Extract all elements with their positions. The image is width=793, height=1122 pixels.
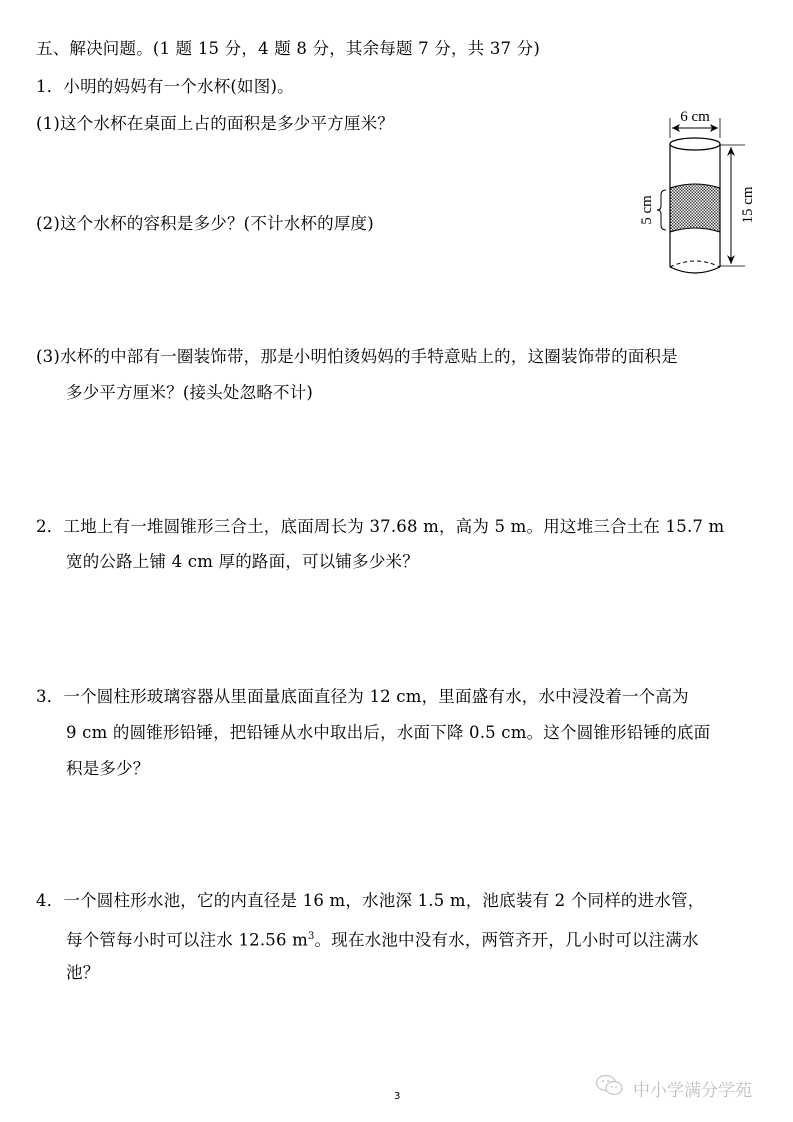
- subpart-label: (2): [36, 214, 60, 233]
- question-text: 工地上有一堆圆锥形三合土，底面周长为 37.68 m，高为 5 m。用这堆三合土在 15.7 m: [63, 517, 725, 536]
- diameter-label: 6 cm: [680, 109, 710, 125]
- band-label: 5 cm: [639, 195, 655, 225]
- question-1-part-1: [36, 113, 394, 135]
- question-4-line-1: [36, 890, 704, 912]
- question-number: 2．: [36, 517, 64, 536]
- question-3-line-2: 9 cm 的圆锥形铅锤，把铅锤从水中取出后，水面下降 0.5 cm。这个圆锥形铅锤的底面: [66, 723, 711, 742]
- question-number: 4．: [36, 891, 64, 910]
- question-1-stem: [36, 76, 294, 98]
- question-text: 每个管每小时可以注水 12.56 m: [66, 930, 308, 950]
- question-2-line-1: [36, 516, 724, 538]
- question-text: 一个圆柱形玻璃容器从里面量底面直径为 12 cm，里面盛有水，水中浸没着一个高为: [63, 687, 689, 706]
- cup-diagram: [630, 100, 770, 284]
- question-4-line-2: [66, 926, 699, 952]
- watermark: [595, 1074, 752, 1103]
- subpart-text: 这个水杯的容积是多少？(不计水杯的厚度): [59, 214, 374, 233]
- section-heading: 五、解决问题。(1 题 15 分，4 题 8 分，其余每题 7 分，共 37 分): [36, 39, 541, 58]
- subpart-text: 水杯的中部有一圈装饰带，那是小明怕烫妈妈的手特意贴上的，这圈装饰带的面积是: [59, 347, 678, 366]
- subpart-label: (3): [36, 347, 60, 366]
- question-2-line-2: 宽的公路上铺 4 cm 厚的路面，可以铺多少米？: [66, 552, 419, 571]
- subpart-text: 这个水杯在桌面上占的面积是多少平方厘米？: [59, 114, 394, 133]
- question-number: 1．: [36, 77, 64, 96]
- superscript: 3: [307, 931, 315, 942]
- question-1-part-3: [36, 346, 678, 368]
- question-3-line-3: 积是多少？: [66, 759, 150, 778]
- watermark-text: 中小学满分学苑: [633, 1081, 752, 1101]
- question-number: 3．: [36, 687, 64, 706]
- question-text: 。现在水池中没有水，两管齐开，几小时可以注满水: [314, 930, 699, 950]
- wechat-icon: [595, 1074, 625, 1103]
- height-label: 15 cm: [740, 186, 756, 224]
- question-text: 一个圆柱形水池，它的内直径是 16 m，水池深 1.5 m，池底装有 2 个同样的进水管，: [63, 891, 705, 910]
- question-4-line-3: 池？: [66, 963, 100, 982]
- page-number: 3: [394, 1091, 401, 1102]
- question-text: 小明的妈妈有一个水杯(如图)。: [63, 77, 294, 96]
- subpart-label: (1): [36, 114, 60, 133]
- question-1-part-2: [36, 213, 374, 235]
- question-3-line-1: [36, 686, 689, 708]
- question-1-part-3-cont: 多少平方厘米？(接头处忽略不计): [66, 383, 314, 402]
